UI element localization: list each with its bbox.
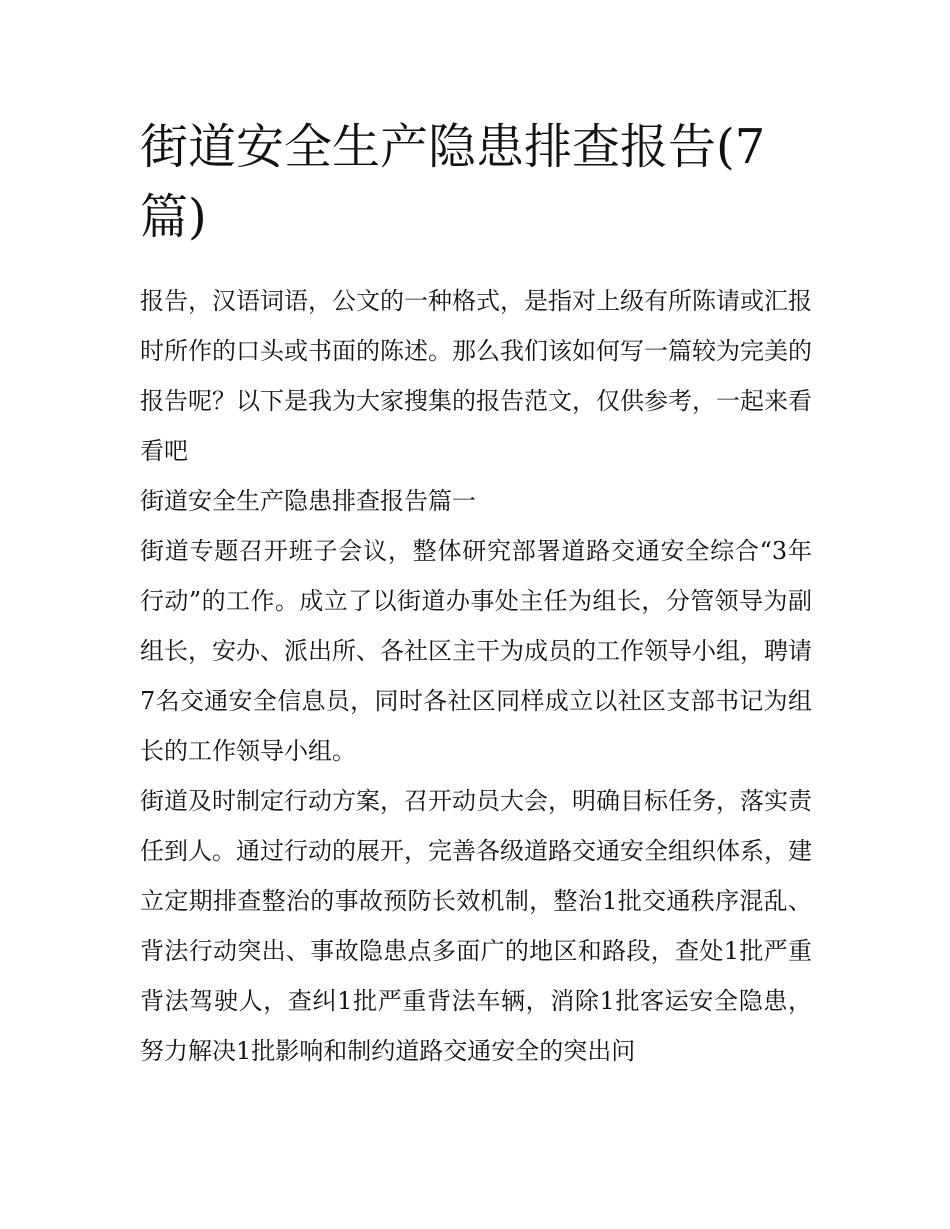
document-title: 街道安全生产隐患排查报告(7篇) bbox=[140, 119, 766, 245]
section-heading: 街道安全生产隐患排查报告篇一 bbox=[140, 487, 476, 515]
body-paragraph-1: 街道专题召开班子会议，整体研究部署道路交通安全综合“3年行动”的工作。成立了以街道办事处主任为组长，分管领导为副组长，安办、派出所、各社区主干为成员的工作领导小组，聘请7名交通安全信息员，同时各社区同样成立以社区支部书记为组长的工作领导小组。 bbox=[140, 537, 812, 765]
document-page bbox=[140, 112, 812, 1076]
body-paragraph-2: 街道及时制定行动方案，召开动员大会，明确目标任务，落实责任到人。通过行动的展开，完善各级道路交通安全组织体系，建立定期排查整治的事故预防长效机制，整治1批交通秩序混乱、背法行动突出、事故隐患点多面广的地区和路段，查处1批严重背法驾驶人，查纠1批严重背法车辆，消除1批客运安全隐患，努力解决1批影响和制约道路交通安全的突出问 bbox=[140, 787, 812, 1065]
intro-paragraph: 报告，汉语词语，公文的一种格式，是指对上级有所陈请或汇报时所作的口头或书面的陈述。那么我们该如何写一篇较为完美的报告呢？以下是我为大家搜集的报告范文，仅供参考，一起来看看吧 bbox=[140, 287, 812, 465]
